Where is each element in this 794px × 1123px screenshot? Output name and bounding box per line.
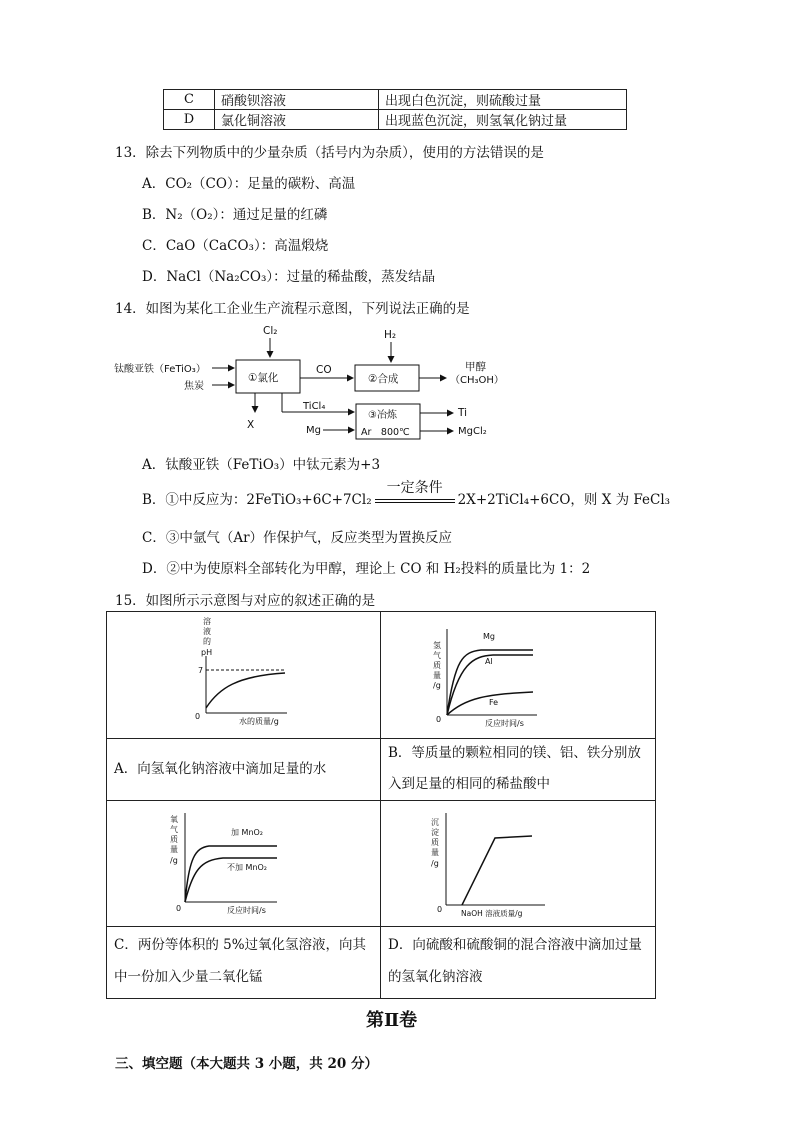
q14-option-d: D．②中为使原料全部转化为甲醇，理论上 CO 和 H₂投料的质量比为 1：2 [142, 561, 591, 577]
q15-option-b-line2: 入到足量的相同的稀盐酸中 [388, 776, 550, 792]
row-reagent: 硝酸钡溶液 [215, 90, 379, 110]
row-label: C [164, 90, 215, 110]
graph-b [429, 624, 629, 732]
q15-option-b-line1: B．等质量的颗粒相同的镁、铝、铁分别放 [388, 745, 641, 761]
label-mgcl2: MgCl₂ [458, 426, 487, 437]
label-methanol-formula: （CH₃OH） [450, 375, 504, 386]
axis-label-char: 氢 [433, 641, 441, 650]
axis-label-char: 质 [433, 661, 441, 670]
axis-label-char: /g [170, 856, 178, 865]
axis-label-char: 量 [433, 671, 441, 680]
curve-with-mno2 [185, 846, 277, 902]
axis-label-char: 量 [170, 845, 178, 854]
reaction-condition: 一定条件 [386, 480, 443, 496]
axis-label-char: 质 [170, 835, 178, 844]
q15-option-a: A．向氢氧化钠溶液中滴加足量的水 [114, 761, 327, 777]
origin-label: 0 [195, 712, 201, 721]
axis-label-char: /g [433, 681, 441, 690]
q13-option-c: C．CaO（CaCO₃）：高温煅烧 [142, 238, 329, 254]
q14-option-b [142, 480, 671, 508]
label-x: X [247, 419, 255, 431]
q15-option-c-line2: 中一份加入少量二氧化锰 [114, 969, 263, 985]
origin-label: 0 [176, 904, 182, 913]
graph-a [157, 616, 357, 734]
axis-label-char: 液 [203, 627, 211, 636]
label-ti: Ti [458, 407, 468, 419]
label-ticl4: TiCl₄ [303, 401, 326, 412]
box-smelting-conditions: Ar 800℃ [361, 427, 410, 438]
label-co: CO [316, 364, 332, 376]
q13-stem: 13．除去下列物质中的少量杂质（括号内为杂质），使用的方法错误的是 [115, 145, 544, 161]
axis-label-char: pH [201, 648, 213, 657]
axis-label-char: 气 [170, 825, 178, 834]
label-mg: Mg [306, 425, 321, 436]
table-row [164, 90, 627, 110]
x-axis-label: 反应时间/s [485, 719, 524, 728]
origin-label: 0 [437, 905, 443, 914]
label-feed-fetio3: 钛酸亚铁（FeTiO₃） [114, 364, 206, 375]
series-label-mg: Mg [483, 632, 495, 641]
graph-c [165, 808, 365, 923]
label-h2: H₂ [384, 329, 397, 341]
box-smelting-label: ③冶炼 [368, 410, 397, 421]
series-label-al: Al [485, 657, 493, 666]
series-label-fe: Fe [489, 698, 499, 707]
x-axis-label: 水的质量/g [239, 717, 279, 726]
q15-stem: 15．如图所示示意图与对应的叙述正确的是 [115, 593, 376, 609]
q13-option-d: D．NaCl（Na₂CO₃）：过量的稀盐酸，蒸发结晶 [142, 269, 436, 285]
precipitate-curve [462, 836, 532, 905]
section-2-title: 第Ⅱ卷 [366, 1010, 418, 1031]
section-3-heading: 三、填空题（本大题共 3 小题，共 20 分） [115, 1056, 378, 1072]
q15-option-d-line2: 的氢氧化钠溶液 [388, 969, 483, 985]
label-methanol: 甲醇 [465, 361, 486, 373]
row-result: 出现蓝色沉淀，则氢氧化钠过量 [379, 110, 627, 130]
axis-label-char: /g [431, 859, 439, 868]
tick-label-7: 7 [198, 666, 204, 675]
label-cl2: Cl₂ [263, 325, 278, 337]
q13-option-a: A．CO₂（CO）：足量的碳粉、高温 [142, 176, 356, 192]
axis-label-char: 淀 [431, 828, 439, 837]
options-table [163, 89, 627, 130]
q14-stem: 14．如图为某化工企业生产流程示意图，下列说法正确的是 [115, 301, 470, 317]
q15-option-grid [106, 611, 656, 999]
axis-label-char: 质 [431, 838, 439, 847]
series-label-with-mno2: 加 MnO₂ [231, 828, 264, 837]
q15-option-d-line1: D．向硫酸和硫酸铜的混合溶液中滴加过量 [388, 937, 642, 953]
axis-label-char: 沉 [431, 818, 439, 827]
ph-curve [206, 673, 285, 708]
x-axis-label: NaOH 溶液质量/g [461, 909, 523, 918]
axis-label-char: 溶 [203, 617, 211, 626]
axis-label-char: 氧 [170, 815, 178, 824]
q14-option-c: C．③中氩气（Ar）作保护气，反应类型为置换反应 [142, 530, 453, 546]
series-label-without-mno2: 不加 MnO₂ [227, 863, 268, 872]
x-axis-label: 反应时间/s [227, 906, 266, 915]
row-label: D [164, 110, 215, 130]
axis-label-char: 的 [203, 637, 211, 646]
q14-option-a: A．钛酸亚铁（FeTiO₃）中钛元素为+3 [142, 457, 381, 473]
q14-option-b-right: 2X+2TiCl₄+6CO，则 X 为 FeCl₃ [457, 492, 671, 508]
box-synthesis-label: ②合成 [368, 373, 399, 385]
axis-label-char: 量 [431, 848, 439, 857]
axis-label-char: 气 [433, 651, 441, 660]
graph-d [425, 808, 635, 923]
row-result: 出现白色沉淀，则硫酸过量 [379, 90, 627, 110]
q15-option-c-line1: C．两份等体积的 5%过氧化氢溶液，向其 [114, 937, 367, 953]
table-row [164, 110, 627, 130]
q13-option-b: B．N₂（O₂）：通过足量的红磷 [142, 207, 328, 223]
box-chlorination-label: ①氯化 [248, 372, 279, 384]
label-feed-coke: 焦炭 [184, 381, 204, 392]
origin-label: 0 [436, 715, 442, 724]
q14-option-b-left: B．①中反应为：2FeTiO₃+6C+7Cl₂ [142, 492, 372, 508]
process-flow-diagram [110, 320, 510, 445]
row-reagent: 氯化铜溶液 [215, 110, 379, 130]
